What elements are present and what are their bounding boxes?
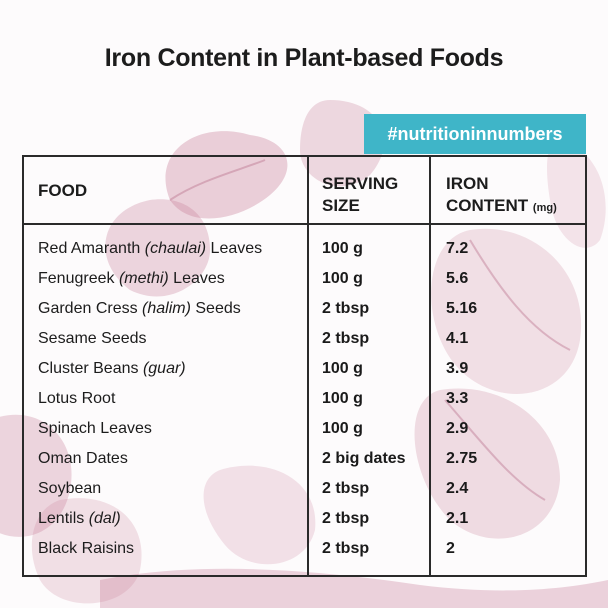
- table-row: [0, 294, 608, 324]
- table-row: [0, 534, 608, 564]
- food-name: Garden Cress (halim) Seeds: [38, 300, 241, 317]
- local-name: (chaulai): [144, 240, 207, 257]
- food-name: Black Raisins: [38, 540, 135, 557]
- iron-value: 2: [446, 540, 455, 557]
- serving-header-line2: SIZE: [322, 196, 360, 215]
- table-row: [0, 504, 608, 534]
- iron-value: 5.6: [446, 270, 469, 287]
- header-divider: [22, 223, 587, 225]
- iron-value: 2.9: [446, 420, 469, 437]
- food-name: Sesame Seeds: [38, 330, 147, 347]
- serving-size: 2 big dates: [322, 450, 406, 467]
- iron-value: 2.4: [446, 480, 469, 497]
- column-header-iron-content: [446, 173, 557, 219]
- iron-value: 2.75: [446, 450, 478, 467]
- food-name: Fenugreek (methi) Leaves: [38, 270, 225, 287]
- iron-header-line1: IRON: [446, 174, 489, 193]
- iron-value: 4.1: [446, 330, 469, 347]
- table-row: [0, 444, 608, 474]
- food-name: Lentils (dal): [38, 510, 121, 527]
- serving-size: 100 g: [322, 420, 363, 437]
- food-name: Soybean: [38, 480, 102, 497]
- serving-size: 100 g: [322, 270, 363, 287]
- local-name: (guar): [142, 360, 186, 377]
- serving-size: 2 tbsp: [322, 480, 370, 497]
- column-header-food: [38, 180, 87, 202]
- table-row: [0, 264, 608, 294]
- hashtag-badge: #nutritioninnumbers: [364, 114, 586, 154]
- local-name: (halim): [142, 300, 191, 317]
- column-header-serving-size: [322, 173, 398, 217]
- iron-value: 3.3: [446, 390, 469, 407]
- local-name: (dal): [88, 510, 121, 527]
- serving-size: 2 tbsp: [322, 540, 370, 557]
- serving-size: 2 tbsp: [322, 510, 370, 527]
- iron-value: 7.2: [446, 240, 469, 257]
- table-row: [0, 384, 608, 414]
- food-name: Lotus Root: [38, 390, 116, 407]
- iron-value: 3.9: [446, 360, 469, 377]
- page-title: Iron Content in Plant-based Foods: [104, 44, 504, 72]
- iron-header-line2: [446, 195, 557, 219]
- table-body: [0, 234, 608, 564]
- iron-value: 2.1: [446, 510, 469, 527]
- food-name: Spinach Leaves: [38, 420, 152, 437]
- iron-header-label: CONTENT: [446, 196, 529, 215]
- serving-size: 100 g: [322, 390, 363, 407]
- table-row: [0, 234, 608, 264]
- serving-size: 100 g: [322, 360, 363, 377]
- serving-size: 2 tbsp: [322, 300, 370, 317]
- food-name: Cluster Beans (guar): [38, 360, 186, 377]
- local-name: (methi): [118, 270, 169, 287]
- table-row: [0, 414, 608, 444]
- table-row: [0, 324, 608, 354]
- serving-size: 100 g: [322, 240, 363, 257]
- iron-unit-label: (mg): [532, 202, 557, 214]
- food-header-label: FOOD: [38, 181, 88, 200]
- food-name: Red Amaranth (chaulai) Leaves: [38, 240, 263, 257]
- iron-value: 5.16: [446, 300, 478, 317]
- serving-size: 2 tbsp: [322, 330, 370, 347]
- table-row: [0, 474, 608, 504]
- food-name: Oman Dates: [38, 450, 128, 467]
- table-row: [0, 354, 608, 384]
- serving-header-line1: SERVING: [322, 174, 399, 193]
